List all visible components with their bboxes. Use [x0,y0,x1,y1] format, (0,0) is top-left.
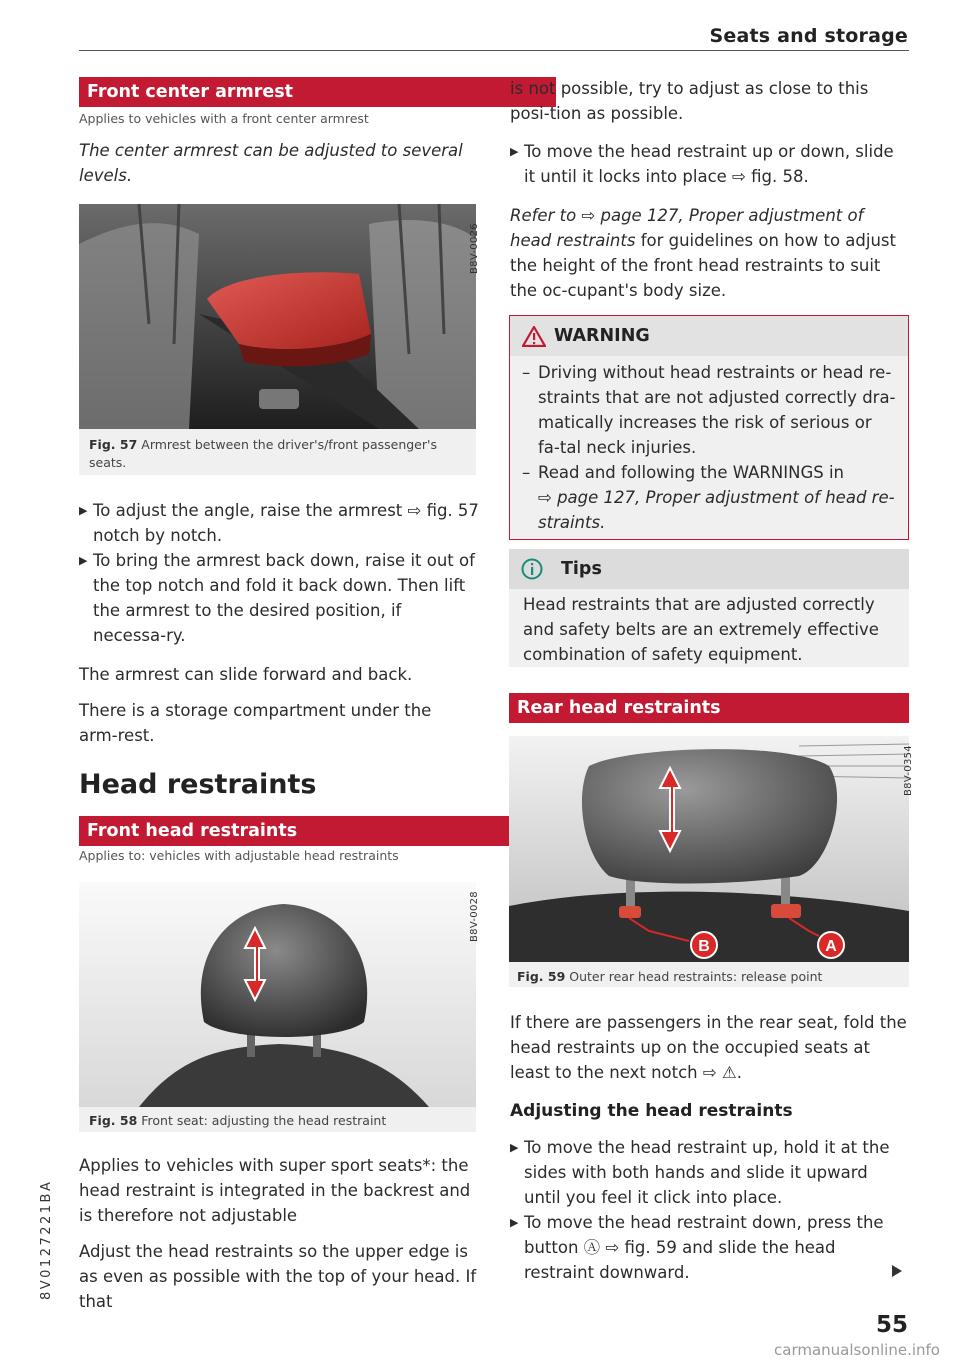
figure-57 [79,204,480,475]
right-para-2 [510,203,908,303]
right-para-2-rest: for guidelines on how to adjust the height of the front head restraints to suit the oc-cupant's body size. [510,231,896,300]
figure-58 [79,882,480,1132]
tips-header [509,549,909,589]
fig58-code: B8V-0028 [469,891,480,942]
watermark: carmanualsonline.info [774,1341,940,1359]
fig57-code: B8V-0026 [469,223,480,274]
figure-59 [509,736,914,987]
bullet-marker: ▶ [510,145,519,158]
right-bullet-2 [510,1134,905,1210]
doc-code: 8V0127221BA [39,1179,54,1300]
warning-item-2 [522,460,898,535]
rear-head-restraints-heading [509,693,909,723]
warning-item-1-text: Driving without head restraints or head re-straints that are not adjusted correctly dra-matically increases the risk of serious or fa-tal neck injuries. [538,363,896,457]
armrest-intro: The center armrest can be adjusted to several levels. [79,141,463,185]
front-head-restraints-heading-text: Front head restraints [87,821,298,841]
armrest-bullet-2 [79,547,479,648]
running-header: Seats and storage [709,25,908,47]
warning-item-1 [522,360,898,460]
armrest-bullet-2-text: To bring the armrest back down, raise it out of the top notch and fold it back down. Then lift the armrest to the desired position, if necessa-ry. [93,551,475,645]
fig59-code: B8V-0354 [903,745,914,796]
label-b: B [698,938,710,955]
tips-title: Tips [561,559,602,579]
right-bullet-2-text: To move the head restraint up, hold it at the sides with both hands and slide it upward until you feel it click into place. [524,1138,890,1207]
bullet-marker: ▶ [79,504,88,517]
adjusting-subheading: Adjusting the head restraints [510,1101,793,1121]
warning-item-2-text-a: Read and following the WARNINGS in [538,463,844,482]
rear-head-restraint-photo [509,736,909,962]
tips-box [509,549,909,667]
fig57-number: Fig. 57 [89,437,138,452]
front-head-para-2: Adjust the head restraints so the upper edge is as even as possible with the top of your head. If that [79,1242,477,1311]
armrest-heading-text: Front center armrest [87,82,294,102]
front-head-applies: Applies to: vehicles with adjustable head restraints [79,848,399,863]
armrest-bullet-1-text: To adjust the angle, raise the armrest ⇨ fig. 57 notch by notch. [93,501,479,545]
warning-header [510,316,908,356]
continue-arrow-icon [892,1265,902,1277]
bullet-marker: ▶ [510,1216,519,1229]
front-head-restraints-heading [79,816,556,846]
right-bullet-3-text: To move the head restraint down, press the button Ⓐ ⇨ fig. 59 and slide the head restraint downward. [524,1213,884,1282]
fig58-number: Fig. 58 [89,1113,138,1128]
right-para-1: is not possible, try to adjust as close to this posi-tion as possible. [510,79,869,123]
armrest-applies: Applies to vehicles with a front center armrest [79,111,369,126]
rear-head-restraints-heading-text: Rear head restraints [517,698,721,718]
armrest-heading [79,77,556,107]
front-head-restraint-photo [79,882,476,1107]
armrest-para-1: The armrest can slide forward and back. [79,665,413,684]
dash-marker: – [522,463,531,482]
fig57-text: Armrest between the driver's/front passenger's seats. [89,437,437,470]
info-icon [521,558,543,580]
fig57-caption [89,436,469,472]
warning-triangle-icon [522,326,546,347]
warning-title: WARNING [554,326,650,346]
right-bullet-3 [510,1209,895,1285]
warning-box [509,315,909,540]
right-para-3: If there are passengers in the rear seat, fold the head restraints up on the occupied seats at least to the next notch ⇨ ⚠. [510,1013,907,1082]
header-rule [79,50,909,51]
warning-item-2-text-b: ⇨ page 127, Proper adjustment of head re-straints. [538,488,895,532]
right-bullet-1 [510,138,905,189]
tips-text: Head restraints that are adjusted correctly and safety belts are an extremely effective combination of safety equipment. [523,595,879,664]
right-bullet-1-text: To move the head restraint up or down, slide it until it locks into place ⇨ fig. 58. [524,142,894,186]
head-restraints-title: Head restraints [79,769,317,800]
bullet-marker: ▶ [79,554,88,567]
fig58-text: Front seat: adjusting the head restraint [141,1113,387,1128]
right-para-2-ref: Refer to ⇨ page 127, Proper adjustment of head restraints [510,206,864,250]
fig59-number: Fig. 59 [517,969,566,984]
armrest-photo [79,204,476,429]
page-number: 55 [875,1312,908,1338]
armrest-para-2: There is a storage compartment under the arm-rest. [79,701,432,745]
bullet-marker: ▶ [510,1141,519,1154]
armrest-bullet-1 [79,497,479,548]
dash-marker: – [522,363,531,382]
label-a: A [825,938,837,955]
fig59-caption [517,968,902,986]
front-head-para-1: Applies to vehicles with super sport seats*: the head restraint is integrated in the backrest and is therefore not adjustable [79,1156,471,1225]
fig59-text: Outer rear head restraints: release point [569,969,823,984]
fig58-caption [89,1112,469,1130]
